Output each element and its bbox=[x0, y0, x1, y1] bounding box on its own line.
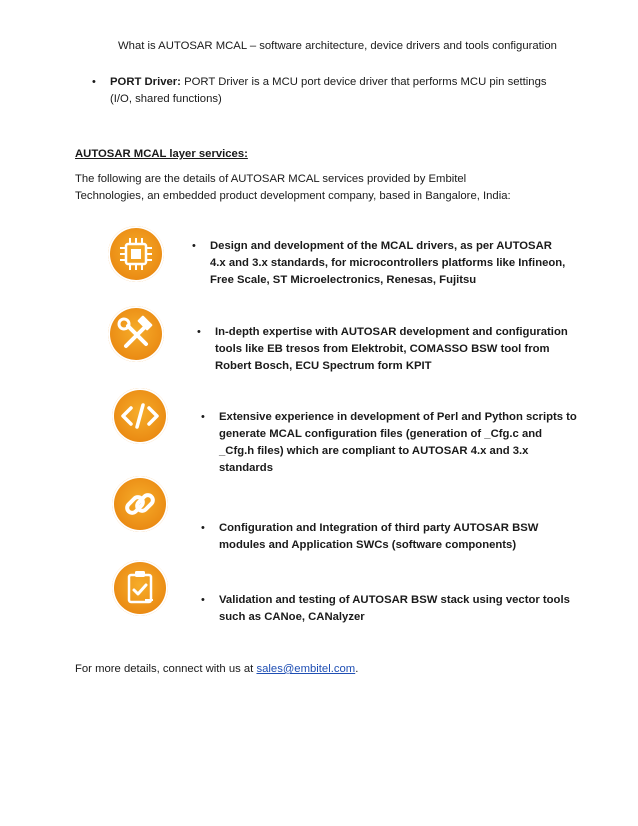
tools-icon bbox=[108, 306, 164, 362]
page-header: What is AUTOSAR MCAL – software architecture, device drivers and tools configuration bbox=[118, 40, 557, 52]
section-title: AUTOSAR MCAL layer services: bbox=[75, 148, 248, 160]
bullet: • bbox=[201, 411, 205, 423]
chip-icon bbox=[108, 226, 164, 282]
service-item: Configuration and Integration of third party AUTOSAR BSW modules and Application SWCs (software components) bbox=[219, 522, 539, 551]
bullet: • bbox=[201, 594, 205, 606]
service-item: Validation and testing of AUTOSAR BSW stack using vector tools such as CANoe, CANalyzer bbox=[219, 594, 570, 623]
code-icon bbox=[112, 388, 168, 444]
port-driver-label: PORT Driver: bbox=[110, 76, 181, 88]
bullet: • bbox=[197, 326, 201, 338]
section-intro: The following are the details of AUTOSAR MCAL services provided by Embitel Technologies, an embedded product development company, based in Bangalore, India: bbox=[75, 173, 511, 202]
bullet: • bbox=[201, 522, 205, 534]
email-link[interactable]: sales@embitel.com bbox=[256, 663, 356, 675]
service-item: In-depth expertise with AUTOSAR development and configuration tools like EB tresos from Elektrobit, COMASSO BSW tool from Robert Bosch, ECU Spectrum form KPIT bbox=[215, 326, 568, 372]
bullet: • bbox=[92, 76, 96, 88]
link-icon bbox=[112, 476, 168, 532]
footer-text: For more details, connect with us at bbox=[75, 663, 257, 675]
service-item: Design and development of the MCAL drivers, as per AUTOSAR 4.x and 3.x standards, for microcontrollers platforms like Infineon, Free Scale, ST Microelectronics, Renesas, Fujitsu bbox=[210, 240, 566, 286]
bullet: • bbox=[192, 240, 196, 252]
port-driver-item bbox=[110, 74, 550, 108]
footer-end: . bbox=[355, 663, 359, 675]
service-item: Extensive experience in development of Perl and Python scripts to generate MCAL configuration files (generation of _Cfg.c and _Cfg.h files) which are compliant to AUTOSAR 4.x and 3.x standards bbox=[219, 411, 577, 474]
port-driver-text: PORT Driver is a MCU port device driver that performs MCU pin settings (I/O, shared functions) bbox=[110, 76, 547, 105]
footer bbox=[75, 661, 358, 678]
clipboard-check-icon bbox=[112, 560, 168, 616]
